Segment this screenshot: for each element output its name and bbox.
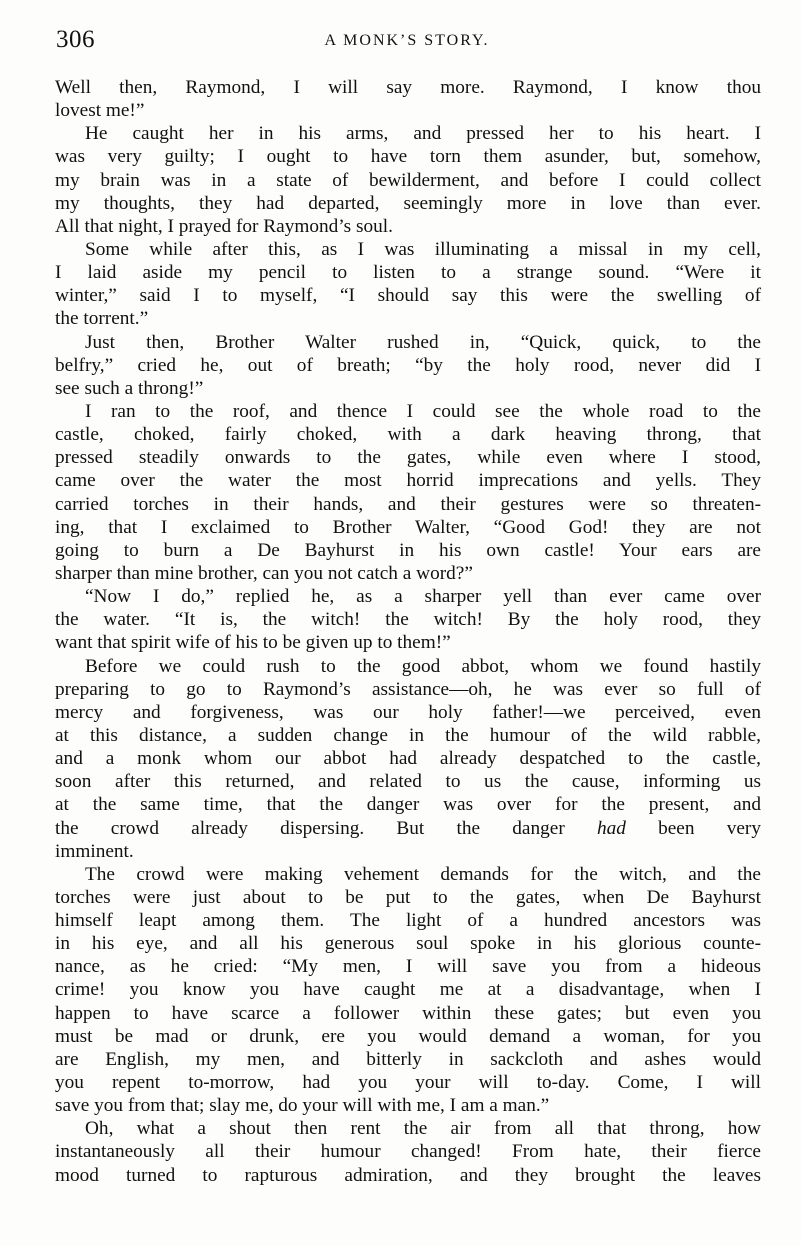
text-line: happen to have scarce a follower within these gates; but even you (55, 1002, 761, 1024)
text-line: instantaneously all their humour changed! From hate, their fierce (55, 1141, 761, 1163)
text-line: mood turned to rapturous admiration, and they brought the leaves (55, 1164, 761, 1186)
text-line: He caught her in his arms, and pressed her to his heart. I (85, 123, 761, 145)
text-line: mercy and forgiveness, was our holy father!—we perceived, even (55, 701, 761, 723)
text-line: castle, choked, fairly choked, with a dark heaving throng, that (55, 424, 761, 446)
text-line: see such a throng!” (55, 377, 204, 399)
text-line: belfry,” cried he, out of breath; “by the holy rood, never did I (55, 354, 761, 376)
text-line: at the same time, that the danger was over for the present, and (55, 794, 761, 816)
text-line: and a monk whom our abbot had already despatched to the castle, (55, 748, 761, 770)
running-title: A MONK’S STORY. (324, 32, 490, 49)
text-line: soon after this returned, and related to us the cause, informing us (55, 771, 761, 793)
text-line: imminent. (55, 840, 134, 862)
text-line: Oh, what a shout then rent the air from all that throng, how (85, 1118, 761, 1140)
text-line: torches were just about to be put to the gates, when De Bayhurst (55, 886, 761, 908)
text-line: going to burn a De Bayhurst in his own castle! Your ears are (55, 539, 761, 561)
text-line: in his eye, and all his generous soul spoke in his glorious counte- (55, 933, 761, 955)
text-line: are English, my men, and bitterly in sackcloth and ashes would (55, 1048, 761, 1070)
page-number: 306 (56, 26, 95, 53)
body-text (55, 76, 761, 1187)
text-line: the torrent.” (55, 308, 149, 330)
text-line: must be mad or drunk, ere you would demand a woman, for you (55, 1025, 761, 1047)
page-header (52, 26, 762, 58)
text-line: winter,” said I to myself, “I should say this were the swelling of (55, 285, 761, 307)
text-line: Well then, Raymond, I will say more. Raymond, I know thou (55, 77, 761, 98)
text-line: himself leapt among them. The light of a hundred ancestors was (55, 910, 761, 932)
text-line: came over the water the most horrid imprecations and yells. They (55, 470, 761, 492)
text-line: Some while after this, as I was illuminating a missal in my cell, (85, 238, 761, 260)
text-line: nance, as he cried: “My men, I will save you from a hideous (55, 956, 761, 978)
text-line: carried torches in their hands, and their gestures were so threaten- (55, 493, 761, 515)
text-line: lovest me!” (55, 100, 145, 122)
text-line: the water. “It is, the witch! the witch! By the holy rood, they (55, 609, 761, 631)
text-line: The crowd were making vehement demands for the witch, and the (85, 863, 761, 885)
text-line: All that night, I prayed for Raymond’s soul. (55, 215, 393, 237)
text-line: I laid aside my pencil to listen to a strange sound. “Were it (55, 262, 761, 284)
text-line: I ran to the roof, and thence I could see the whole road to the (85, 400, 761, 422)
text-line: at this distance, a sudden change in the humour of the wild rabble, (55, 724, 761, 746)
text-line: the crowd already dispersing. But the danger had been very (55, 817, 761, 839)
text-line: ing, that I exclaimed to Brother Walter, “Good God! they are not (55, 516, 761, 538)
text-line: sharper than mine brother, can you not catch a word?” (55, 562, 473, 584)
text-line: my thoughts, they had departed, seemingly more in love than ever. (55, 192, 761, 214)
text-line: crime! you know you have caught me at a disadvantage, when I (55, 979, 761, 1001)
text-line: preparing to go to Raymond’s assistance—oh, he was ever so full of (55, 678, 761, 700)
text-line: was very guilty; I ought to have torn them asunder, but, somehow, (55, 146, 761, 168)
text-line: pressed steadily onwards to the gates, while even where I stood, (55, 447, 761, 469)
text-line: want that spirit wife of his to be given up to them!” (55, 632, 451, 654)
text-line: you repent to-morrow, had you your will to-day. Come, I will (55, 1072, 761, 1094)
text-line: my brain was in a state of bewilderment, and before I could collect (55, 169, 761, 191)
text-line: Before we could rush to the good abbot, whom we found hastily (85, 655, 761, 677)
emphasis: had (596, 817, 626, 839)
text-line: “Now I do,” replied he, as a sharper yell than ever came over (85, 586, 761, 608)
text-line: save you from that; slay me, do your will with me, I am a man.” (55, 1095, 550, 1117)
text-line: Just then, Brother Walter rushed in, “Quick, quick, to the (85, 331, 761, 353)
